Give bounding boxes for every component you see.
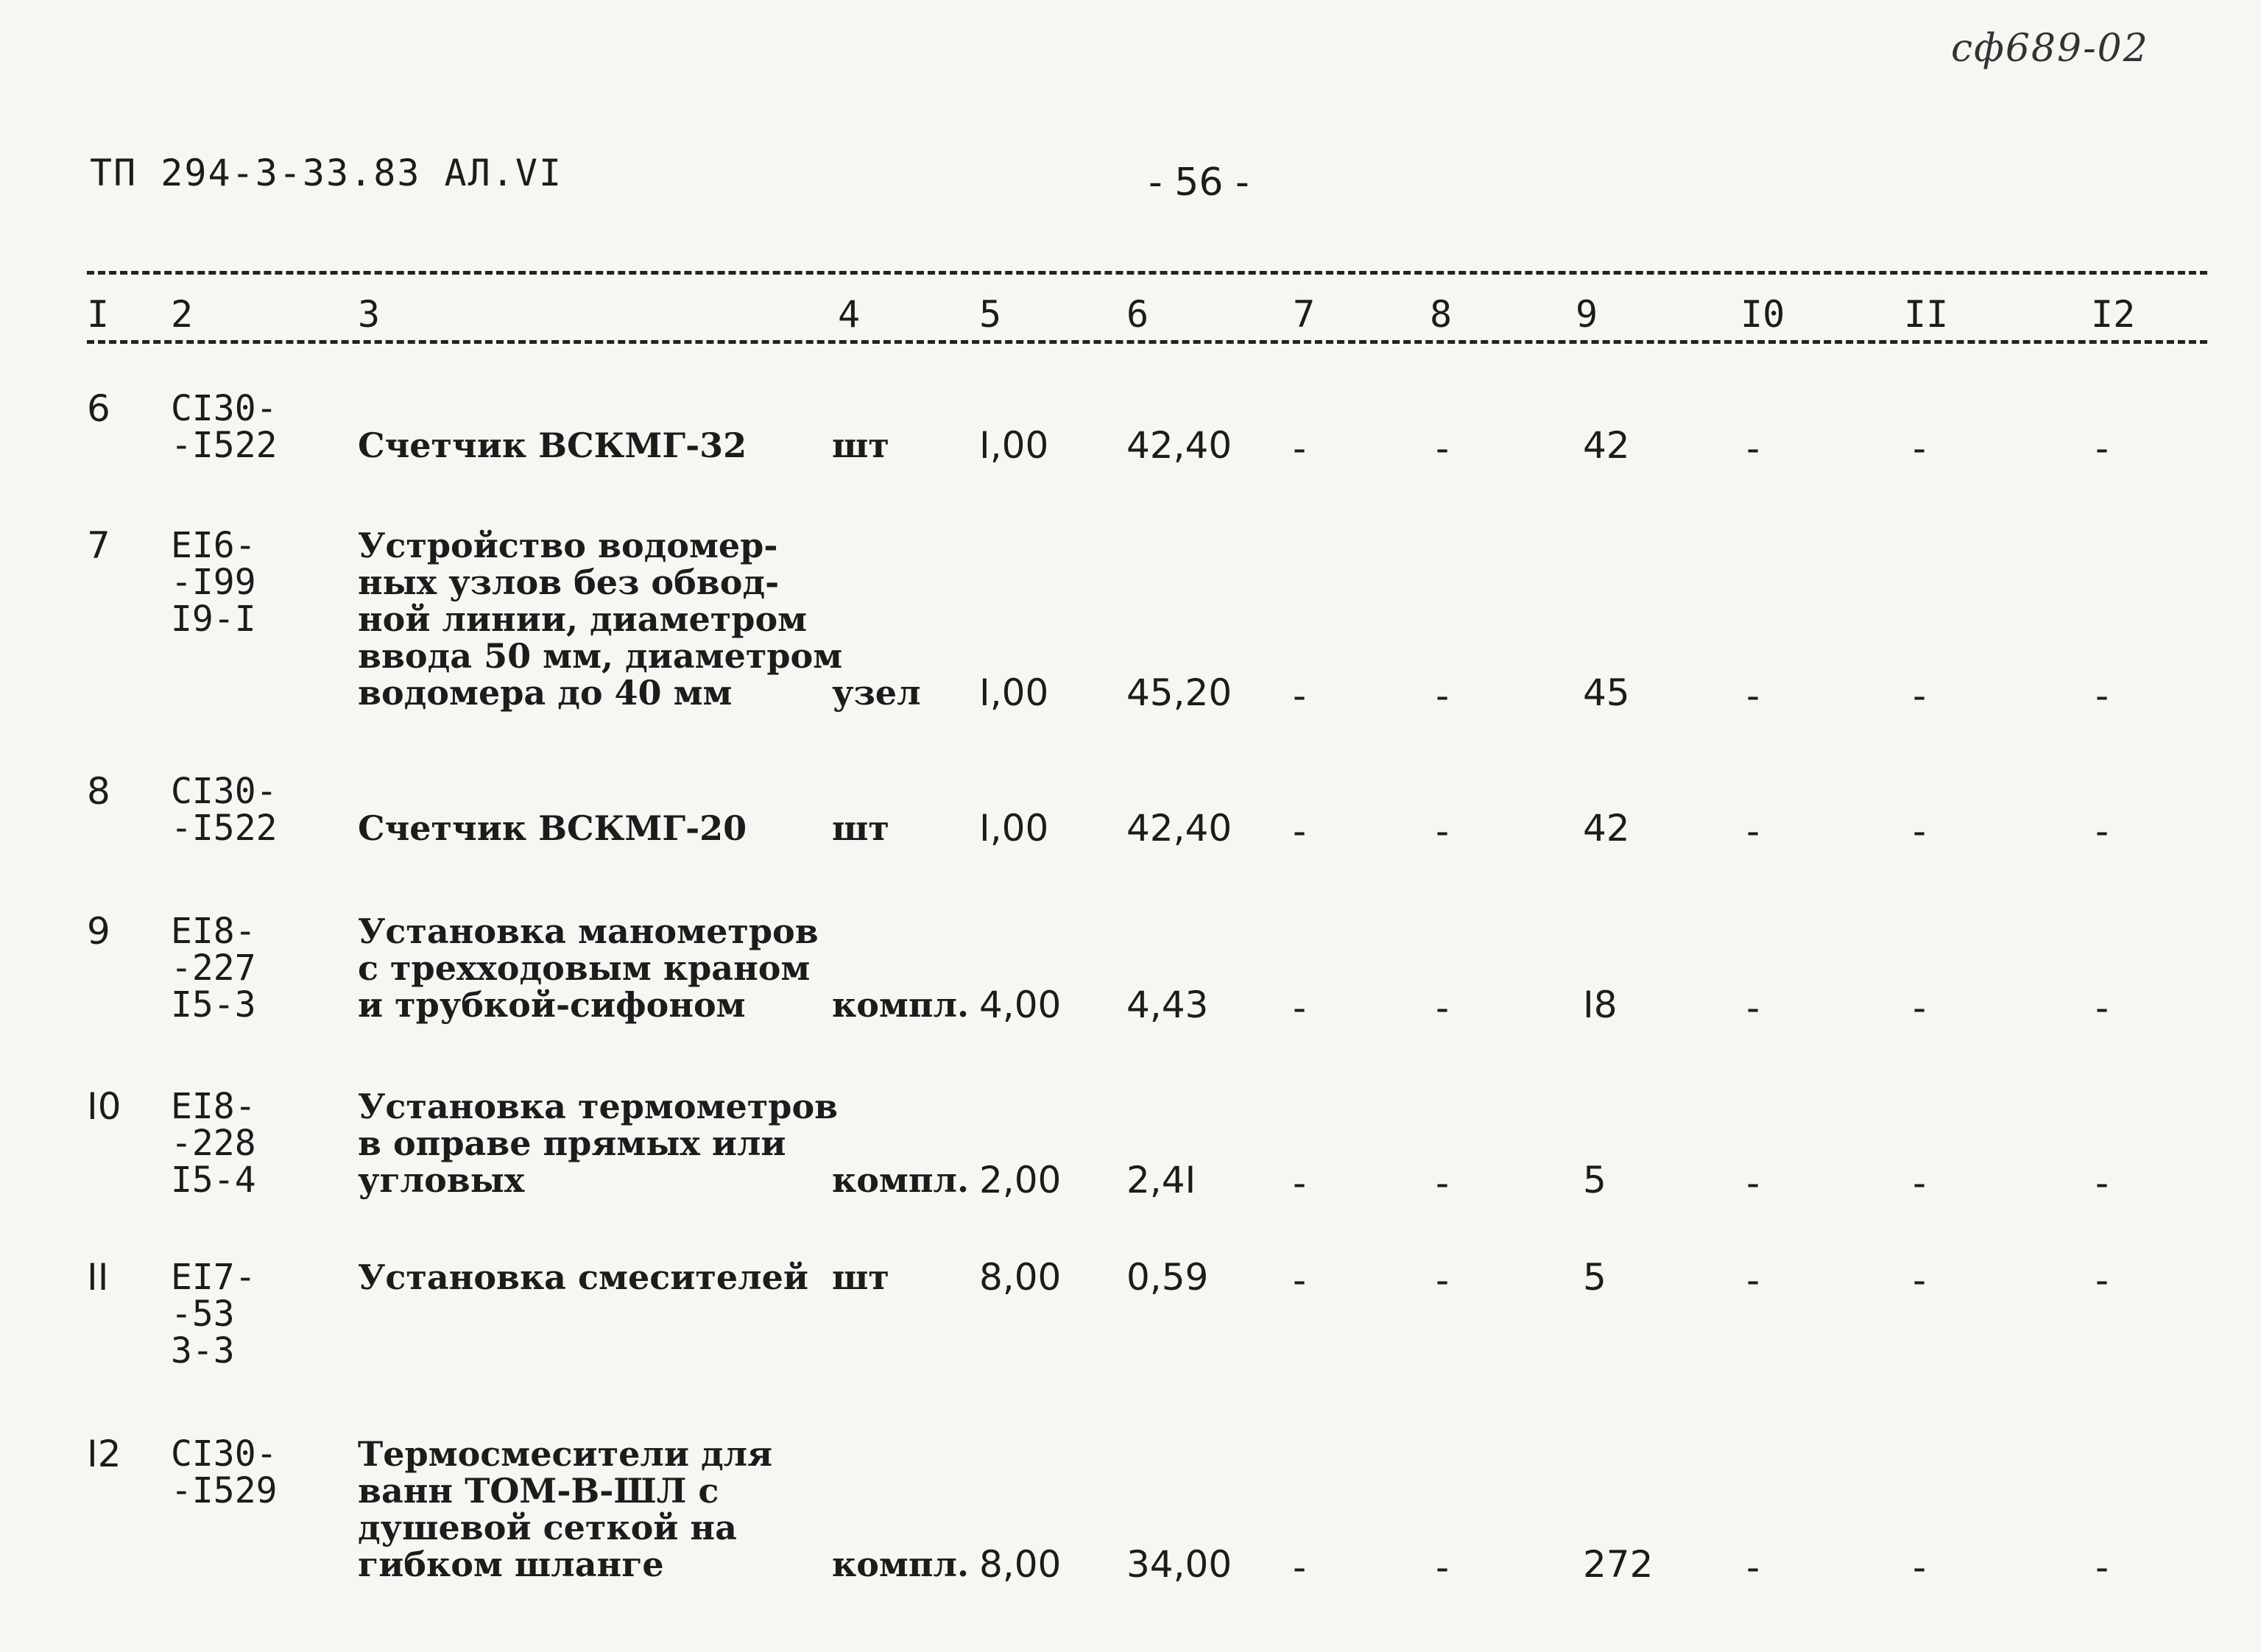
rate-code-line: EI8- xyxy=(171,911,256,952)
total-cost-cell: 5 xyxy=(1583,1159,1606,1201)
row-number: 9 xyxy=(87,910,110,953)
col-header-1: I xyxy=(87,293,110,336)
work-description-line: душевой сеткой на xyxy=(358,1508,737,1547)
document-code: ТП 294-3-33.83 АЛ.VI xyxy=(90,152,563,194)
rate-code-line: 3-3 xyxy=(171,1330,235,1372)
rate-code-line: -228 xyxy=(171,1123,256,1164)
col7-cell: - xyxy=(1293,674,1307,717)
col10-cell: - xyxy=(1746,1259,1760,1302)
work-description-line: Установка смесителей xyxy=(358,1257,808,1297)
col-header-2: 2 xyxy=(171,293,194,336)
col12-cell: - xyxy=(2095,810,2109,853)
work-description-line: с трехходовым краном xyxy=(358,948,811,988)
rate-code-line: -53 xyxy=(171,1293,235,1335)
col8-cell: - xyxy=(1436,674,1450,717)
unit-cell: шт xyxy=(832,808,889,848)
work-description-line: Установка термометров xyxy=(358,1087,839,1126)
rate-code-line: EI7- xyxy=(171,1257,256,1298)
work-description-line: угловых xyxy=(358,1160,525,1200)
col10-cell: - xyxy=(1746,427,1760,470)
col11-cell: - xyxy=(1913,986,1927,1029)
archive-stamp: сф689-02 xyxy=(1951,27,2149,71)
col7-cell: - xyxy=(1293,1162,1307,1204)
total-cost-cell: I8 xyxy=(1583,984,1618,1026)
header-rule xyxy=(87,340,2207,344)
col8-cell: - xyxy=(1436,1162,1450,1204)
col12-cell: - xyxy=(2095,1546,2109,1589)
unit-price-cell: 0,59 xyxy=(1126,1256,1209,1299)
rate-code-line: -I522 xyxy=(171,425,278,466)
rate-code-line: EI6- xyxy=(171,525,256,566)
work-description-line: гибком шланге xyxy=(358,1545,664,1584)
col10-cell: - xyxy=(1746,1162,1760,1204)
rate-code-line: CI30- xyxy=(171,388,278,429)
total-cost-cell: 42 xyxy=(1583,424,1630,467)
rate-code-line: -I529 xyxy=(171,1470,278,1511)
col-header-9: 9 xyxy=(1576,293,1598,336)
rate-code-line: I5-4 xyxy=(171,1159,256,1201)
unit-cell: компл. xyxy=(832,985,969,1025)
row-number: II xyxy=(87,1256,109,1299)
col12-cell: - xyxy=(2095,986,2109,1029)
top-rule xyxy=(87,271,2207,275)
total-cost-cell: 42 xyxy=(1583,807,1630,850)
col8-cell: - xyxy=(1436,986,1450,1029)
work-description-line: ной линии, диаметром xyxy=(358,599,808,639)
row-number: 7 xyxy=(87,524,110,567)
work-description-line: Устройство водомер- xyxy=(358,526,778,565)
col10-cell: - xyxy=(1746,810,1760,853)
quantity-cell: I,00 xyxy=(979,807,1049,850)
row-number: 6 xyxy=(87,387,110,430)
total-cost-cell: 45 xyxy=(1583,671,1630,714)
col8-cell: - xyxy=(1436,427,1450,470)
rate-code-line: I5-3 xyxy=(171,984,256,1026)
rate-code-line: CI30- xyxy=(171,1433,278,1475)
col10-cell: - xyxy=(1746,674,1760,717)
col10-cell: - xyxy=(1746,986,1760,1029)
col7-cell: - xyxy=(1293,810,1307,853)
work-description-line: Счетчик ВСКМГ-32 xyxy=(358,426,747,465)
rate-code-line: -I522 xyxy=(171,808,278,849)
row-number: I2 xyxy=(87,1433,121,1475)
rate-code-line: EI8- xyxy=(171,1086,256,1127)
col-header-10: I0 xyxy=(1740,293,1785,336)
col7-cell: - xyxy=(1293,427,1307,470)
total-cost-cell: 272 xyxy=(1583,1543,1654,1586)
unit-price-cell: 45,20 xyxy=(1126,671,1232,714)
work-description-line: ванн ТОМ-В-ШЛ с xyxy=(358,1471,719,1511)
col12-cell: - xyxy=(2095,1162,2109,1204)
col-header-5: 5 xyxy=(979,293,1002,336)
rate-code-line: CI30- xyxy=(171,771,278,812)
col11-cell: - xyxy=(1913,674,1927,717)
work-description-line: Термосмесители для xyxy=(358,1434,773,1474)
col11-cell: - xyxy=(1913,427,1927,470)
col12-cell: - xyxy=(2095,674,2109,717)
rate-code-line: -I99 xyxy=(171,562,256,603)
total-cost-cell: 5 xyxy=(1583,1256,1606,1299)
quantity-cell: 2,00 xyxy=(979,1159,1062,1201)
unit-price-cell: 34,00 xyxy=(1126,1543,1232,1586)
col-header-7: 7 xyxy=(1293,293,1316,336)
work-description-line: ных узлов без обвод- xyxy=(358,562,780,602)
unit-cell: шт xyxy=(832,426,889,465)
col7-cell: - xyxy=(1293,1259,1307,1302)
col11-cell: - xyxy=(1913,1546,1927,1589)
col12-cell: - xyxy=(2095,427,2109,470)
col-header-3: 3 xyxy=(358,293,381,336)
unit-price-cell: 42,40 xyxy=(1126,807,1232,850)
col-header-11: II xyxy=(1904,293,1949,336)
unit-price-cell: 4,43 xyxy=(1126,984,1209,1026)
col10-cell: - xyxy=(1746,1546,1760,1589)
quantity-cell: I,00 xyxy=(979,424,1049,467)
col11-cell: - xyxy=(1913,1259,1927,1302)
unit-price-cell: 2,4I xyxy=(1126,1159,1196,1201)
unit-cell: компл. xyxy=(832,1160,969,1200)
unit-cell: компл. xyxy=(832,1545,969,1584)
col-header-12: I2 xyxy=(2091,293,2136,336)
work-description-line: Счетчик ВСКМГ-20 xyxy=(358,808,747,848)
row-number: 8 xyxy=(87,770,110,813)
col11-cell: - xyxy=(1913,810,1927,853)
col8-cell: - xyxy=(1436,1259,1450,1302)
col7-cell: - xyxy=(1293,1546,1307,1589)
rate-code-line: I9-I xyxy=(171,599,256,640)
quantity-cell: 4,00 xyxy=(979,984,1062,1026)
row-number: I0 xyxy=(87,1085,121,1128)
col11-cell: - xyxy=(1913,1162,1927,1204)
col-header-6: 6 xyxy=(1126,293,1149,336)
col-header-8: 8 xyxy=(1430,293,1453,336)
work-description-line: ввода 50 мм, диаметром xyxy=(358,636,843,676)
col8-cell: - xyxy=(1436,1546,1450,1589)
work-description-line: и трубкой-сифоном xyxy=(358,985,746,1025)
unit-cell: шт xyxy=(832,1257,889,1297)
quantity-cell: I,00 xyxy=(979,671,1049,714)
quantity-cell: 8,00 xyxy=(979,1256,1062,1299)
col-header-4: 4 xyxy=(838,293,861,336)
col12-cell: - xyxy=(2095,1259,2109,1302)
rate-code-line: -227 xyxy=(171,947,256,989)
work-description-line: Установка манометров xyxy=(358,911,819,951)
page-number: - 56 - xyxy=(1149,160,1249,205)
work-description-line: в оправе прямых или xyxy=(358,1123,786,1163)
work-description-line: водомера до 40 мм xyxy=(358,673,733,713)
col7-cell: - xyxy=(1293,986,1307,1029)
quantity-cell: 8,00 xyxy=(979,1543,1062,1586)
unit-price-cell: 42,40 xyxy=(1126,424,1232,467)
col8-cell: - xyxy=(1436,810,1450,853)
unit-cell: узел xyxy=(832,673,921,713)
